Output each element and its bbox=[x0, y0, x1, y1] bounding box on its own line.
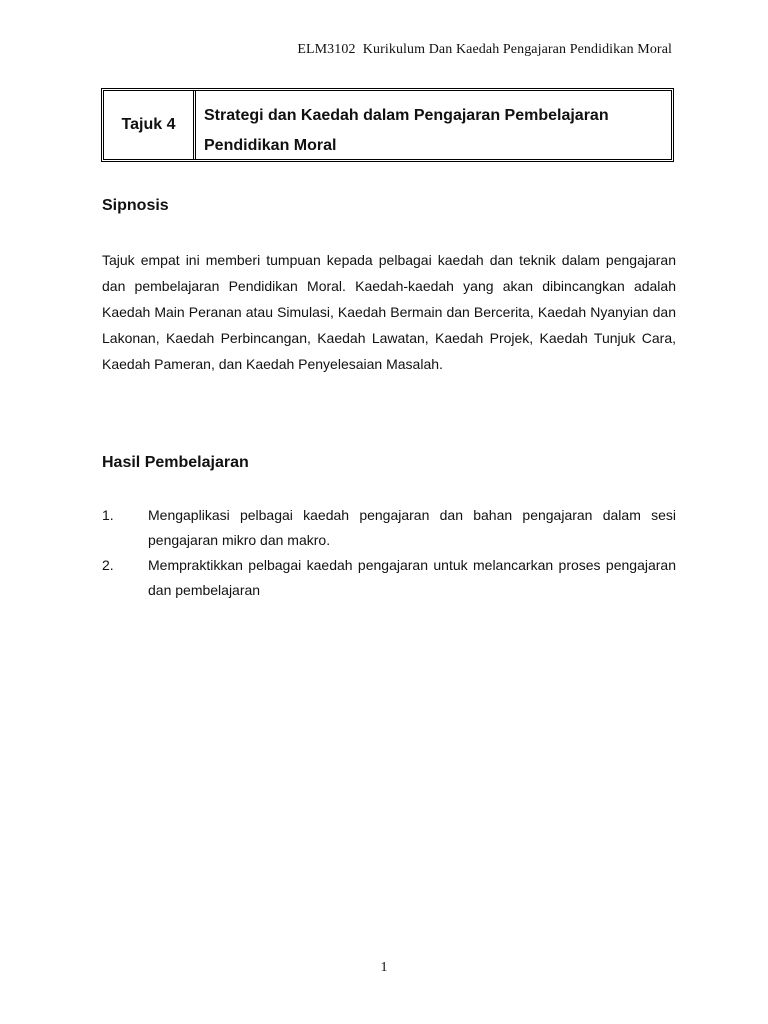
list-item-line: Mengaplikasi pelbagai kaedah pengajaran dan bahan pengajaran dalam sesi bbox=[148, 507, 676, 523]
topic-title: Strategi dan Kaedah dalam Pengajaran Pembelajaran Pendidikan Moral bbox=[204, 107, 609, 154]
running-header: ELM3102 Kurikulum Dan Kaedah Pengajaran Pendidikan Moral bbox=[297, 42, 672, 57]
learning-outcomes-heading: Hasil Pembelajaran bbox=[102, 454, 249, 471]
page-number: 1 bbox=[380, 960, 388, 975]
topic-box bbox=[101, 88, 674, 162]
list-item bbox=[102, 553, 676, 603]
list-item-line: pengajaran mikro dan makro. bbox=[148, 532, 331, 548]
list-item-number: 1. bbox=[102, 507, 114, 523]
list-item-line: Mempraktikkan pelbagai kaedah pengajaran untuk melancarkan proses pengajaran dan pembelajaran bbox=[148, 557, 676, 598]
list-item-text bbox=[148, 503, 676, 553]
list-item-text bbox=[148, 553, 676, 603]
sinopsis-paragraph: Tajuk empat ini memberi tumpuan kepada pelbagai kaedah dan teknik dalam pengajaran dan pembelajaran Pendidikan Moral. Kaedah-kaedah yang akan dibincangkan adalah Kaedah Main Peranan atau Simulasi, Kaedah Bermain dan Bercerita, Kaedah Nyanyian dan Lakonan, Kaedah Perbincangan, Kaedah Lawatan, Kaedah Projek, Kaedah Tunjuk Cara, Kaedah Pameran, dan Kaedah Penyelesaian Masalah. bbox=[102, 252, 676, 372]
list-item bbox=[102, 503, 676, 553]
sinopsis-heading: Sipnosis bbox=[102, 197, 169, 214]
learning-outcomes-list bbox=[102, 503, 676, 603]
topic-number: Tajuk 4 bbox=[104, 91, 196, 159]
list-item-number: 2. bbox=[102, 557, 114, 573]
